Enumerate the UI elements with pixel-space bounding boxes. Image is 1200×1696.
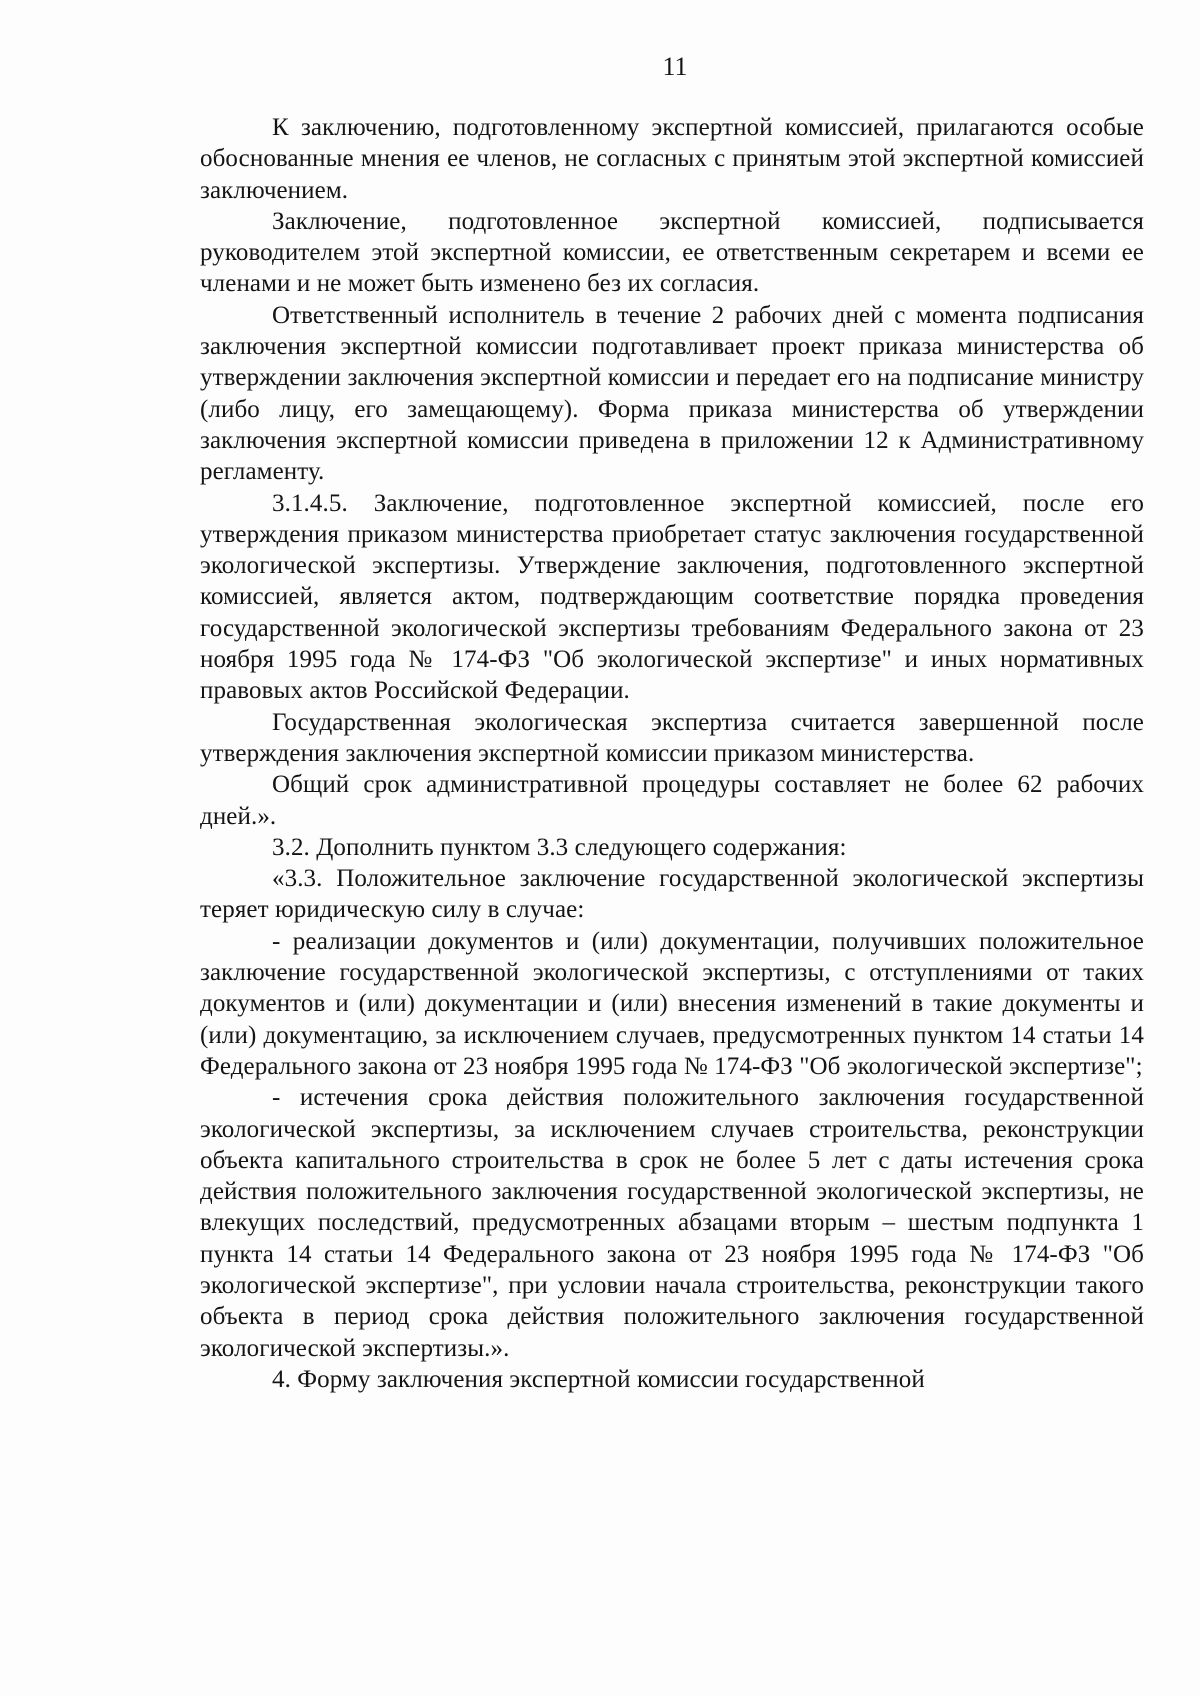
paragraph-expert-opinions: К заключению, подготовленному экспертной комиссией, прилагаются особые обоснованные мнения ее членов, не согласных с принятым этой экспертной комиссией заключением. bbox=[200, 114, 1144, 204]
paragraph-order-preparation: Ответственный исполнитель в течение 2 рабочих дней с момента подписания заключения экспертной комиссии подготавливает проект приказа министерства об утверждении заключения экспертной комиссии и передает его на подписание министру (либо лицу, его замещающему). Форма приказа министерства об утверждении заключения экспертной комиссии приведена в приложении 12 к Административному регламенту. bbox=[200, 301, 1144, 486]
paragraph-signing: Заключение, подготовленное экспертной комиссией, подписывается руководителем этой экспертной комиссии, ее ответственным секретарем и всеми ее членами и не может быть изменено без их согласия. bbox=[200, 207, 1144, 298]
paragraph-4: 4. Форму заключения экспертной комиссии государственной bbox=[272, 1365, 925, 1393]
list-item-expiration: - истечения срока действия положительного заключения государственной экологической экспертизы, за исключением случаев строительства, реконструкции объекта капитального строительства в срок не более 5 лет с даты истечения срока действия положительного заключения государственной экологической экспертизы, не влекущих последствий, предусмотренных абзацами вторым – шестым подпункта 1 пункта 14 статьи 14 Федерального закона от 23 ноября 1995 года № 174-ФЗ "Об экологической экспертизе", при условии начала строительства, реконструкции такого объекта в период срока действия положительного заключения государственной экологической экспертизы.». bbox=[200, 1084, 1144, 1362]
page-number: 11 bbox=[662, 52, 688, 81]
paragraph-expertise-completion: Государственная экологическая экспертиза считается завершенной после утверждения заключения экспертной комиссии приказом министерства. bbox=[200, 708, 1144, 767]
paragraph-3-1-4-5: 3.1.4.5. Заключение, подготовленное экспертной комиссией, после его утверждения приказом министерства приобретает статус заключения государственной экологической экспертизы. Утверждение заключения, подготовленного экспертной комиссией, является актом, подтверждающим соответствие порядка проведения государственной экологической экспертизы требованиям Федерального закона от 23 ноября 1995 года № 174-ФЗ "Об экологической экспертизе" и иных нормативных правовых актов Российской Федерации. bbox=[200, 489, 1144, 705]
paragraph-3-2: 3.2. Дополнить пунктом 3.3 следующего содержания: bbox=[272, 833, 847, 861]
list-item-implementation: - реализации документов и (или) документации, получивших положительное заключение государственной экологической экспертизы, с отступлениями от таких документов и (или) документации и (или) внесения изменений в такие документы и (или) документацию, за исключением случаев, предусмотренных пунктом 14 статьи 14 Федерального закона от 23 ноября 1995 года № 174-ФЗ "Об экологической экспертизе"; bbox=[200, 927, 1144, 1080]
document-body bbox=[200, 112, 1144, 1395]
paragraph-3-3: «3.3. Положительное заключение государственной экологической экспертизы теряет юридическую силу в случае: bbox=[200, 865, 1144, 924]
paragraph-total-term: Общий срок административной процедуры составляет не более 62 рабочих дней.». bbox=[200, 771, 1144, 830]
